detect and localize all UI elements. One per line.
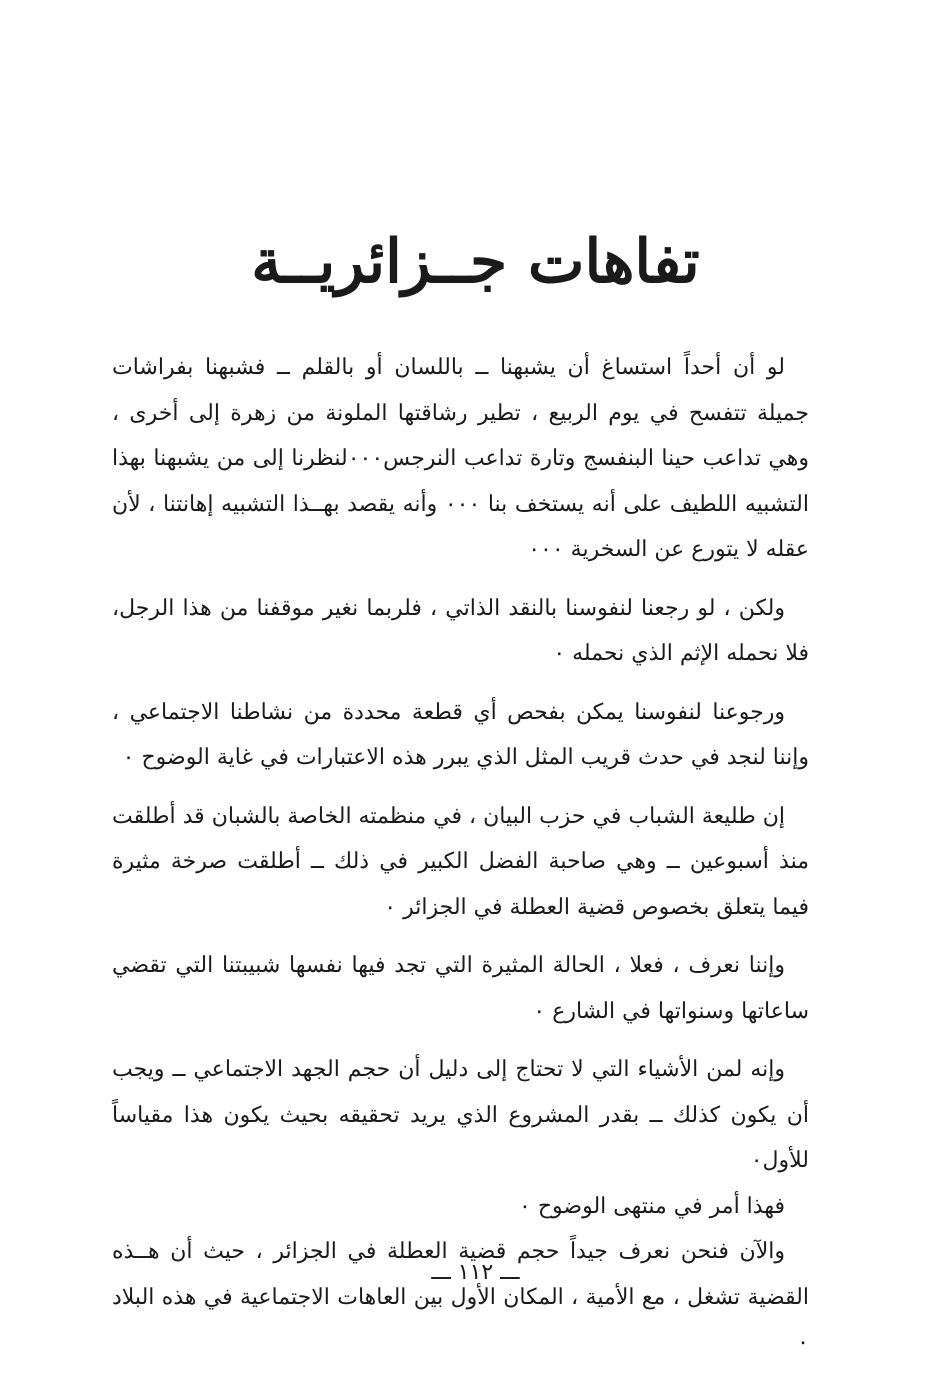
paragraph-8: والآن فنحن نعرف جيداً حجم قضية العطلة في الجزائر ، حيث أن هــذه القضية تشغل ، مع الأمية ، المكان الأول بين العاهات الاجتماعية في هذه البلاد ٠ xyxy=(112,1239,809,1355)
paragraph-2: ولكن ، لو رجعنا لنفوسنا بالنقد الذاتي ، فلربما نغير موقفنا من هذا الرجل، فلا نحمله الإثم الذي نحمله ٠ xyxy=(112,595,809,666)
paragraph-3: ورجوعنا لنفوسنا يمكن بفحص أي قطعة محددة من نشاطنا الاجتماعي ، وإننا لنجد في حدث قريب المثل الذي يبرر هذه الاعتبارات في غاية الوضوح ٠ xyxy=(112,699,809,770)
page-title: تفاهات جــزائريــة xyxy=(251,227,700,297)
page-number: ـــ ١١٢ ـــ xyxy=(431,1260,520,1285)
paragraph-5: وإننا نعرف ، فعلا ، الحالة المثيرة التي تجد فيها نفسها شبيبتنا التي تقضي ساعاتها وسنواتها في الشارع ٠ xyxy=(112,953,809,1024)
paragraph-1: لو أن أحداً استساغ أن يشبهنا ــ باللسان أو بالقلم ــ فشبهنا بفراشات جميلة تتفسح في يوم الربيع ، تطير رشاقتها الملونة من زهرة إلى أخرى ، وهي تداعب حينا البنفسج وتارة تداعب النرجس٠٠٠لنظرنا إلى من يشبهنا بهذا التشبيه اللطيف على أنه يستخف بنا ٠٠٠ وأنه يقصد بهــذا التشبيه إهانتنا ، لأن عقله لا يتورع عن السخرية ٠٠٠ xyxy=(112,355,809,562)
article-body xyxy=(112,345,809,1366)
paragraph-6: وإنه لمن الأشياء التي لا تحتاج إلى دليل أن حجم الجهد الاجتماعي ــ ويجب أن يكون كذلك ــ بقدر المشروع الذي يريد تحقيقه بحيث يكون هذا مقياساً للأول٠ xyxy=(112,1057,809,1173)
paragraph-4: إن طليعة الشباب في حزب البيان ، في منظمته الخاصة بالشبان قد أطلقت منذ أسبوعين ــ وهي صاحبة الفضل الكبير في ذلك ــ أطلقت صرخة مثيرة فيما يتعلق بخصوص قضية العطلة في الجزائر ٠ xyxy=(112,803,809,920)
paragraph-7: فهذا أمر في منتهى الوضوح ٠ xyxy=(519,1193,785,1219)
